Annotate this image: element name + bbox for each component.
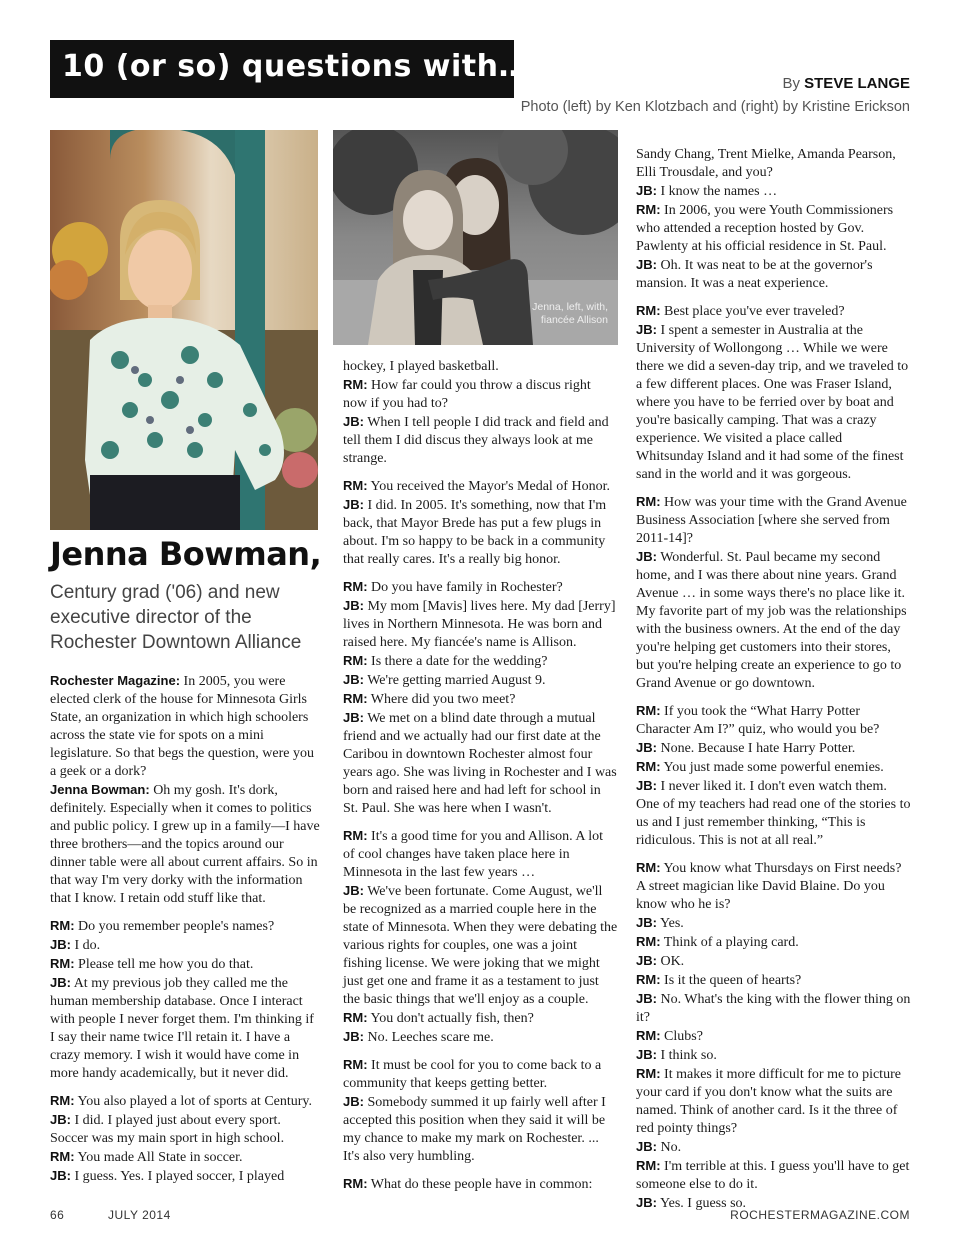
caption-line: Jenna, left, with, <box>532 301 608 313</box>
speaker-label: JB: <box>343 414 364 429</box>
interview-line <box>636 758 912 777</box>
interview-line <box>343 597 618 652</box>
interview-line <box>636 933 912 952</box>
interview-line <box>636 1138 912 1157</box>
interview-paragraph <box>50 917 322 1083</box>
speech-text: Yes. I guess so. <box>659 1196 747 1211</box>
speech-text: At my previous job they called me the human membership database. Once I interact with people I never forget them. I'm thinking if I say their name twice I'll retain it. I have a crazy memory. I wish it would have come in more handy academically, but it never did. <box>50 976 314 1081</box>
speaker-label: JB: <box>636 740 657 755</box>
interview-line <box>343 827 618 882</box>
speech-text: I think so. <box>660 1048 717 1063</box>
byline <box>782 75 910 92</box>
interview-paragraph <box>636 302 912 484</box>
interview-line <box>636 1065 912 1138</box>
interview-paragraph <box>50 672 322 908</box>
speech-text: Do you remember people's names? <box>78 919 275 934</box>
speech-text: None. Because I hate Harry Potter. <box>660 741 856 756</box>
interview-line <box>343 1056 618 1093</box>
speech-text: Is it the queen of hearts? <box>664 973 802 988</box>
speaker-label: JB: <box>343 598 364 613</box>
speaker-label: JB: <box>636 322 657 337</box>
speaker-label: RM: <box>636 759 661 774</box>
speaker-label: RM: <box>343 1057 368 1072</box>
interview-line <box>343 413 618 468</box>
interview-line <box>343 882 618 1009</box>
interview-line <box>50 936 322 955</box>
speech-text: Oh my gosh. It's dork, definitely. Especially when it comes to politics and public policy. I grew up in a family—I have three brothers—and the topics around our dinner table were all about current affairs. So in that way I'm very dorky with the information that I know. I retain odd stuff like that. <box>50 783 320 906</box>
speaker-label: RM: <box>50 1093 75 1108</box>
interview-line <box>636 493 912 548</box>
interview-paragraph <box>343 1175 618 1194</box>
website-link[interactable]: ROCHESTERMAGAZINE.COM <box>730 1208 910 1222</box>
photo-credit: Photo (left) by Ken Klotzbach and (right) by Kristine Erickson <box>520 99 910 115</box>
interview-line <box>636 548 912 693</box>
speaker-label: JB: <box>343 497 364 512</box>
interview-line <box>636 146 912 182</box>
speaker-label: RM: <box>636 934 661 949</box>
interview-line <box>343 578 618 597</box>
interview-paragraph <box>343 477 618 569</box>
interview-line <box>50 1092 322 1111</box>
author-name: STEVE LANGE <box>804 75 910 92</box>
profile-subtitle: Century grad ('06) and new executive director of the Rochester Downtown Alliance <box>50 582 302 653</box>
speaker-label: RM: <box>50 1149 75 1164</box>
speech-text: I spent a semester in Australia at the University of Wollongong … While we were there we did a seven-day trip, and we traveled to a few different places. One was Fraser Island, where you have to be ferried over by boat and you're basically camping. That was a crazy experience. We visited a place called Whitsunday Island and it had some of the finest sand in the world and it was gorgeous. <box>636 323 909 482</box>
speaker-label: JB: <box>343 883 364 898</box>
interview-line <box>343 496 618 569</box>
speaker-label: JB: <box>636 991 657 1006</box>
speech-text: My mom [Mavis] lives here. My dad [Jerry] lives in Northern Minnesota. He was born and raised here. My fiancée's name is Allison. <box>343 599 616 650</box>
interview-line <box>636 302 912 321</box>
speech-text: In 2005, you were elected clerk of the house for Minnesota Girls State, an organization in which high schoolers across the state vie for spots on a mini legislature. So that begs the question, were you a geek or a dork? <box>50 674 314 779</box>
speech-text: No. Leeches scare me. <box>367 1030 494 1045</box>
interview-line <box>636 321 912 484</box>
photo-caption <box>532 301 608 327</box>
speech-text: Yes. <box>659 916 684 931</box>
speech-text: I never liked it. I don't even watch them. One of my teachers had read one of the stories to us and I just remember thinking, “This is ridiculous. This is not at all real.” <box>636 779 911 848</box>
speaker-label: JB: <box>636 1047 657 1062</box>
speech-text: If you took the “What Harry Potter Character Am I?” quiz, who would you be? <box>636 704 880 737</box>
speech-text: No. <box>660 1140 682 1155</box>
profile-name: Jenna Bowman, <box>50 535 322 573</box>
interview-paragraph <box>636 146 912 293</box>
speaker-label: JB: <box>636 549 657 564</box>
speaker-label: RM: <box>636 202 661 217</box>
speaker-label: JB: <box>50 937 71 952</box>
interview-line <box>343 477 618 496</box>
speech-text: Best place you've ever traveled? <box>664 304 845 319</box>
interview-line <box>636 777 912 850</box>
interview-line <box>343 690 618 709</box>
speaker-label: RM: <box>343 377 368 392</box>
speaker-label: JB: <box>343 1029 364 1044</box>
interview-line <box>50 917 322 936</box>
speaker-label: JB: <box>50 975 71 990</box>
interview-paragraph <box>343 827 618 1047</box>
interview-line <box>636 739 912 758</box>
speaker-label: Rochester Magazine: <box>50 673 181 688</box>
speaker-label: RM: <box>636 1158 661 1173</box>
interview-line <box>50 1167 322 1186</box>
speaker-label: RM: <box>343 579 368 594</box>
speech-text: It makes it more difficult for me to picture your card if you don't know what the suits are named. Think of another card. Is it the three of red pointy things? <box>636 1067 901 1136</box>
speech-text: Sandy Chang, Trent Mielke, Amanda Pearson, Elli Trousdale, and you? <box>636 147 896 180</box>
speaker-label: JB: <box>636 915 657 930</box>
interview-line <box>636 702 912 739</box>
interview-line <box>636 1046 912 1065</box>
interview-line <box>50 955 322 974</box>
speaker-label: JB: <box>636 778 657 793</box>
interview-line <box>343 652 618 671</box>
speaker-label: JB: <box>636 1139 657 1154</box>
interview-line <box>343 671 618 690</box>
interview-line <box>343 1028 618 1047</box>
speaker-label: JB: <box>636 257 657 272</box>
speech-text: I did. In 2005. It's something, now that I'm back, that Mayor Brede has put a few plugs in about. I'm so happy to be back in a community that really cares. It's a really big honor. <box>343 498 607 567</box>
speech-text: How was your time with the Grand Avenue Business Association [where she served from 2011-14]? <box>636 495 907 546</box>
byline-prefix: By <box>782 75 805 92</box>
interview-paragraph <box>636 493 912 693</box>
interview-line <box>50 1111 322 1148</box>
article-column-2 <box>343 358 618 1203</box>
speaker-label: RM: <box>343 1010 368 1025</box>
speaker-label: JB: <box>636 183 657 198</box>
speech-text: OK. <box>660 954 685 969</box>
interview-line <box>636 182 912 201</box>
interview-line <box>343 1093 618 1166</box>
speech-text: You just made some powerful enemies. <box>663 760 884 775</box>
speaker-label: RM: <box>50 918 75 933</box>
interview-line <box>636 971 912 990</box>
speaker-label: RM: <box>636 494 661 509</box>
speech-text: Is there a date for the wedding? <box>371 654 548 669</box>
speaker-label: JB: <box>50 1168 71 1183</box>
speech-text: We met on a blind date through a mutual friend and we actually had our first date at the Caribou in downtown Rochester almost four years ago. She was living in Rochester and I was born and raised here and had left for school in St. Paul. She was here when I wasn't. <box>343 711 617 816</box>
speech-text: I did. I played just about every sport. Soccer was my main sport in high school. <box>50 1113 285 1146</box>
interview-line <box>636 1027 912 1046</box>
interview-paragraph <box>636 859 912 1213</box>
speaker-label: RM: <box>343 691 368 706</box>
speech-text: Oh. It was neat to be at the governor's mansion. It was a neat experience. <box>636 258 873 291</box>
speech-text: You made All State in soccer. <box>77 1150 243 1165</box>
interview-line <box>636 1157 912 1194</box>
speech-text: In 2006, you were Youth Commissioners who attended a reception hosted by Gov. Pawlenty at his official residence in St. Paul. <box>636 203 894 254</box>
speech-text: Please tell me how you do that. <box>78 957 254 972</box>
interview-line <box>343 358 618 376</box>
speech-text: It must be cool for you to come back to a community that keeps getting better. <box>343 1058 602 1091</box>
speech-text: Clubs? <box>664 1029 703 1044</box>
speech-text: You don't actually fish, then? <box>370 1011 534 1026</box>
interview-line <box>50 781 322 908</box>
speaker-label: JB: <box>50 1112 71 1127</box>
speaker-label: RM: <box>636 972 661 987</box>
speech-text: We've been fortunate. Come August, we'll be recognized as a married couple here in the state of Minnesota. When they were debating the various rights for couples, one was a joint fishing license. We were joking that we might just get one and frame it as a testament to just the basic things that we'll enjoy as a couple. <box>343 884 618 1007</box>
interview-line <box>343 709 618 818</box>
speaker-label: RM: <box>636 703 661 718</box>
interview-line <box>636 914 912 933</box>
speaker-label: JB: <box>636 953 657 968</box>
interview-line <box>343 376 618 413</box>
speech-text: What do these people have in common: <box>370 1177 593 1192</box>
speech-text: I'm terrible at this. I guess you'll have to get someone else to do it. <box>636 1159 910 1192</box>
speaker-label: JB: <box>636 1195 657 1210</box>
speaker-label: RM: <box>636 1028 661 1043</box>
speaker-label: RM: <box>343 653 368 668</box>
couple-photo <box>333 130 618 345</box>
speaker-label: RM: <box>343 828 368 843</box>
interview-line <box>636 952 912 971</box>
interview-line <box>636 990 912 1027</box>
section-title: 10 (or so) questions with… <box>62 49 529 84</box>
speech-text: Do you have family in Rochester? <box>371 580 563 595</box>
speaker-label: RM: <box>636 303 661 318</box>
speaker-label: RM: <box>343 478 368 493</box>
speech-text: Somebody summed it up fairly well after I accepted this position when they said it will be my chance to make my mark on Rochester. ... It's also very humbling. <box>343 1095 606 1164</box>
interview-line <box>50 974 322 1083</box>
speech-text: You received the Mayor's Medal of Honor. <box>370 479 610 494</box>
interview-line <box>636 256 912 293</box>
article-column-1 <box>50 672 322 1195</box>
speech-text: It's a good time for you and Allison. A lot of cool changes have taken place here in Minnesota in the last few years … <box>343 829 604 880</box>
speech-text: I do. <box>74 938 101 953</box>
issue-date: JULY 2014 <box>108 1208 171 1222</box>
speech-text: hockey, I played basketball. <box>343 359 499 374</box>
speech-text: When I tell people I did track and field and tell them I did discus they always look at me strange. <box>343 415 609 466</box>
interview-line <box>50 1148 322 1167</box>
page-number: 66 <box>50 1208 65 1222</box>
speech-text: Wonderful. St. Paul became my second home, and I was there about nine years. Grand Avenue … in some ways there's no place like it. My favorite part of my job was the relationships with the business owners. At the end of the day you're helping get customers into their stores, but you're helping create an experience to go to Grand Avenue or go downtown. <box>636 550 907 691</box>
speech-text: I know the names … <box>660 184 778 199</box>
speech-text: Think of a playing card. <box>663 935 799 950</box>
interview-paragraph <box>343 578 618 818</box>
interview-line <box>343 1175 618 1194</box>
interview-paragraph <box>343 358 618 468</box>
speech-text: Where did you two meet? <box>370 692 516 707</box>
speech-text: I guess. Yes. I played soccer, I played <box>74 1169 285 1184</box>
speaker-label: JB: <box>343 1094 364 1109</box>
speech-text: No. What's the king with the flower thing on it? <box>636 992 911 1025</box>
interview-line <box>636 859 912 914</box>
speaker-label: JB: <box>343 672 364 687</box>
caption-line: fiancée Allison <box>540 314 608 326</box>
speaker-label: Jenna Bowman: <box>50 782 150 797</box>
speaker-label: RM: <box>343 1176 368 1191</box>
speech-text: You know what Thursdays on First needs? A street magician like David Blaine. Do you know who he is? <box>636 861 902 912</box>
speech-text: We're getting married August 9. <box>367 673 546 688</box>
speech-text: How far could you throw a discus right now if you had to? <box>343 378 591 411</box>
speech-text: You also played a lot of sports at Century. <box>77 1094 313 1109</box>
article-column-3 <box>636 146 912 1222</box>
interview-paragraph <box>636 702 912 850</box>
interview-paragraph <box>343 1056 618 1166</box>
speaker-label: JB: <box>343 710 364 725</box>
speaker-label: RM: <box>636 860 661 875</box>
section-header <box>50 40 529 98</box>
interview-line <box>636 201 912 256</box>
interview-line <box>343 1009 618 1028</box>
speaker-label: RM: <box>50 956 75 971</box>
interview-paragraph <box>50 1092 322 1186</box>
portrait-photo <box>50 130 318 530</box>
speaker-label: RM: <box>636 1066 661 1081</box>
interview-line <box>50 672 322 781</box>
